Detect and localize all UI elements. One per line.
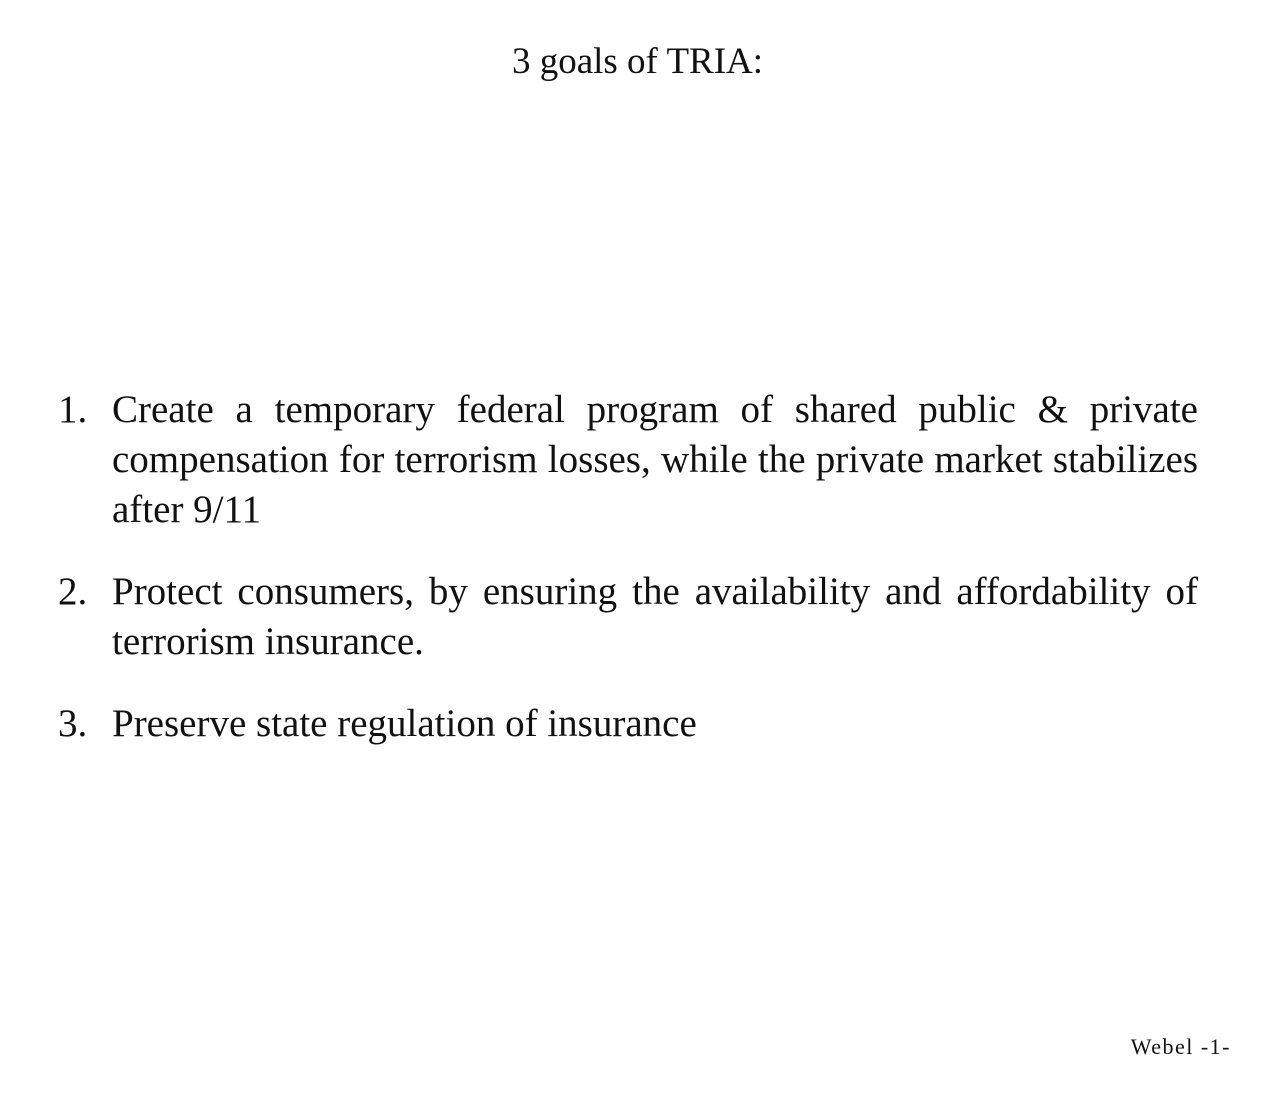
goals-list <box>58 385 1198 781</box>
goal-number: 2. <box>58 570 88 613</box>
goal-number: 3. <box>58 702 88 745</box>
slide-title: 3 goals of TRIA: <box>511 41 764 82</box>
goal-item-1 <box>58 385 1198 535</box>
goal-item-3 <box>58 699 1198 749</box>
goal-item-2 <box>58 567 1198 667</box>
goal-number: 1. <box>58 388 88 431</box>
goal-text: Protect consumers, by ensuring the availability and affordability of terrorism insurance. <box>112 570 1198 663</box>
footer-author-page: Webel -1- <box>1130 1034 1231 1059</box>
goal-text: Preserve state regulation of insurance <box>112 702 697 745</box>
goal-text: Create a temporary federal program of shared public & private compensation for terrorism losses, while the private market stabilizes after 9/11 <box>112 388 1198 531</box>
